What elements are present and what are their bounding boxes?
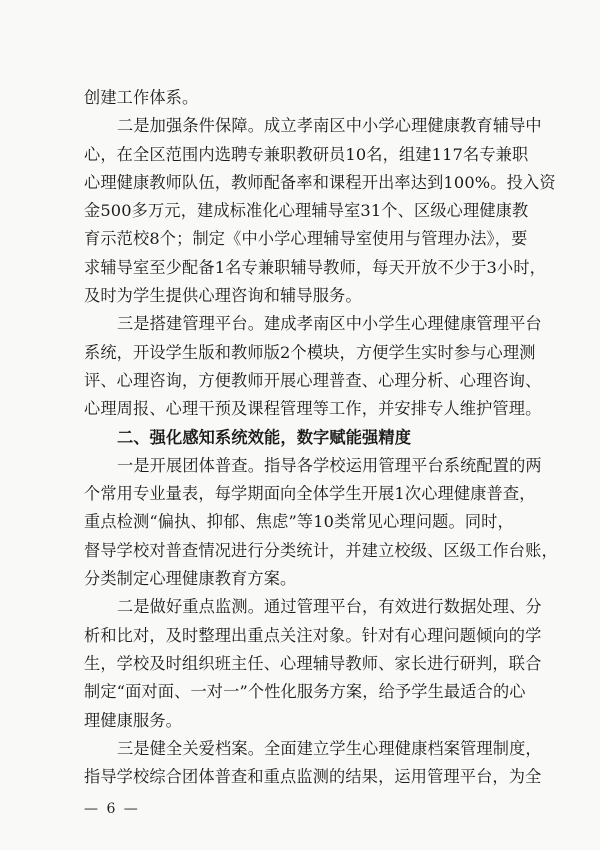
paragraph-line: 求辅导室至少配备1名专兼职辅导教师，每天开放不少于3小时， bbox=[84, 257, 547, 277]
paragraph-line: 析和比对，及时整理出重点关注对象。针对有心理问题倾向的学 bbox=[84, 625, 542, 645]
page-number: — 6 — bbox=[84, 801, 140, 817]
paragraph-line: 重点检测“偏执、抑郁、焦虑”等10类常见心理问题。同时， bbox=[84, 512, 514, 532]
paragraph-line: 生，学校及时组织班主任、心理辅导教师、家长进行研判，联合 bbox=[84, 653, 542, 673]
paragraph-line: 一是开展团体普查。指导各学校运用管理平台系统配置的两 bbox=[117, 455, 542, 475]
paragraph-line: 二是加强条件保障。成立孝南区中小学心理健康教育辅导中 bbox=[117, 116, 542, 136]
paragraph-line: 心理健康教师队伍，教师配备率和课程开出率达到100%。投入资 bbox=[84, 172, 556, 192]
paragraph-line: 制定“面对面、一对一”个性化服务方案，给予学生最适合的心 bbox=[84, 682, 526, 702]
paragraph-line: 心，在全区范围内选聘专兼职教研员10名，组建117名专兼职 bbox=[84, 144, 529, 164]
paragraph-line: 心理周报、心理干预及课程管理等工作，并安排专人维护管理。 bbox=[84, 399, 542, 419]
paragraph-line: 育示范校8个；制定《中小学心理辅导室使用与管理办法》，要 bbox=[84, 229, 528, 249]
paragraph-line: 指导学校综合团体普查和重点监测的结果，运用管理平台，为全 bbox=[84, 767, 542, 787]
paragraph-line: 及时为学生提供心理咨询和辅导服务。 bbox=[84, 286, 362, 306]
paragraph-line: 分类制定心理健康教育方案。 bbox=[84, 569, 297, 589]
paragraph-line: 创建工作体系。 bbox=[84, 88, 199, 107]
section-heading-line: 二、强化感知系统效能，数字赋能强精度 bbox=[117, 427, 412, 447]
paragraph-line: 系统，开设学生版和教师版2个模块，方便学生实时参与心理测 bbox=[84, 342, 536, 362]
paragraph-line: 三是健全关爱档案。全面建立学生心理健康档案管理制度， bbox=[117, 738, 542, 758]
paragraph-line: 督导学校对普查情况进行分类统计，并建立校级、区级工作台账， bbox=[84, 540, 558, 560]
body-text bbox=[84, 84, 558, 791]
paragraph-line: 二是做好重点监测。通过管理平台，有效进行数据处理、分 bbox=[117, 597, 542, 617]
paragraph-line: 理健康服务。 bbox=[84, 710, 183, 730]
paragraph-line: 金500多万元，建成标准化心理辅导室31个、区级心理健康教 bbox=[84, 201, 529, 221]
paragraph-line: 三是搭建管理平台。建成孝南区中小学生心理健康管理平台 bbox=[117, 314, 542, 334]
paragraph-line: 个常用专业量表，每学期面向全体学生开展1次心理健康普查， bbox=[84, 484, 536, 504]
paragraph-line: 评、心理咨询，方便教师开展心理普查、心理分析、心理咨询、 bbox=[84, 370, 542, 390]
